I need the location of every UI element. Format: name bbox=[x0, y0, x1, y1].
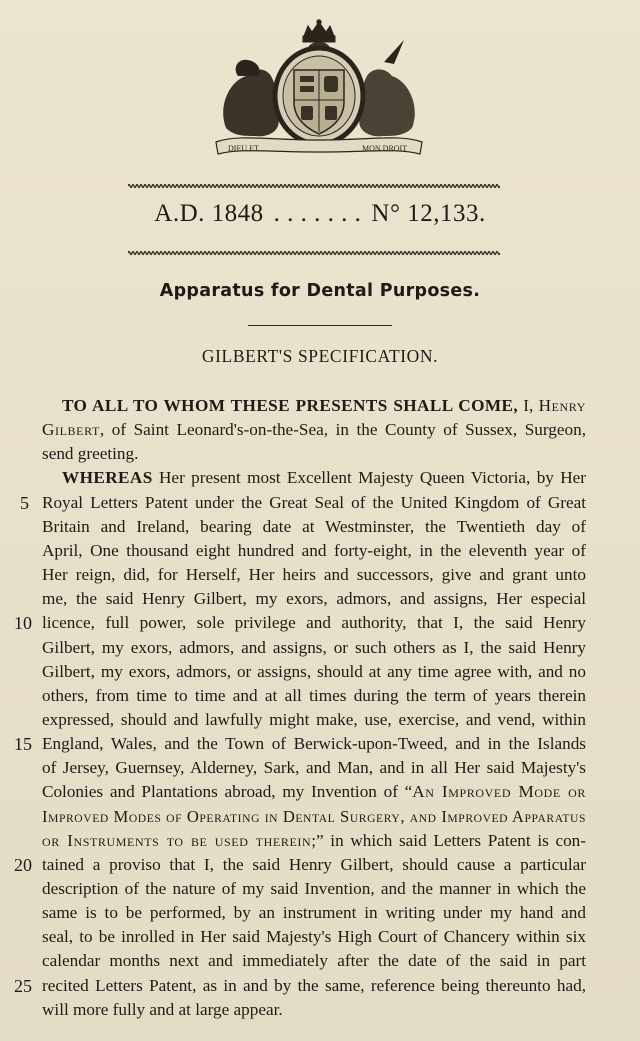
motto-left: DIEU ET bbox=[228, 144, 259, 153]
body-line bbox=[42, 952, 586, 969]
patent-year: A.D. 1848 bbox=[154, 200, 264, 227]
body-line bbox=[62, 397, 586, 414]
line-text: description of the nature of my said Invention, and the manner in which the bbox=[42, 879, 586, 898]
title-divider bbox=[248, 325, 392, 326]
line-text: , of Saint Leonard's-on-the-Sea, in the County of Sussex, Surgeon, bbox=[99, 420, 586, 440]
body-line bbox=[42, 904, 586, 921]
body-line bbox=[42, 639, 586, 656]
body-line bbox=[42, 566, 586, 583]
line-text: expressed, should and lawfully might make, use, exercise, and vend, within bbox=[42, 709, 586, 729]
line-text: England, Wales, and the Town of Berwick-upon-Tweed, and in the Islands bbox=[42, 734, 586, 754]
body-line bbox=[42, 711, 586, 728]
body-line bbox=[42, 832, 586, 849]
line-text: An Improved Mode or bbox=[412, 782, 586, 802]
bottom-wavy-rule bbox=[128, 250, 500, 256]
body-line bbox=[42, 808, 586, 825]
body-line bbox=[42, 542, 586, 559]
body-line bbox=[42, 783, 586, 800]
motto-right: MON DROIT bbox=[362, 144, 408, 153]
line-number: 5 bbox=[20, 492, 29, 513]
line-text: recited Letters Patent, as in and by the same, reference being thereunto had, bbox=[42, 975, 586, 995]
line-text: Royal Letters Patent under the Great Seal of the United Kingdom of Great bbox=[42, 492, 586, 512]
line-text: me, the said Henry Gilbert, my exors, admors, and assigns, Her especial bbox=[42, 589, 586, 609]
body-line bbox=[42, 590, 586, 607]
line-text: will more fully and at large appear. bbox=[42, 999, 283, 1019]
body-line bbox=[42, 445, 138, 462]
line-text: Britain and Ireland, bearing date at Westminster, the Twentieth day of bbox=[42, 516, 586, 536]
line-text: I, bbox=[518, 396, 539, 415]
body-line bbox=[42, 880, 586, 897]
line-text: Henry bbox=[538, 396, 586, 415]
line-text: tained a proviso that I, the said Henry Gilbert, should cause a particular bbox=[42, 854, 586, 874]
line-number: 20 bbox=[14, 854, 32, 875]
line-text: same is to be performed, by an instrument in writing under my hand and bbox=[42, 903, 586, 923]
body-line bbox=[42, 1001, 283, 1018]
line-text: Gilbert, my exors, admors, or assigns, should at any time agree with, and no bbox=[42, 661, 586, 681]
patent-header bbox=[120, 200, 520, 228]
line-text: Her present most Excellent Majesty Queen Victoria, by Her bbox=[152, 468, 586, 488]
line-text: TO ALL TO WHOM THESE PRESENTS SHALL COME, bbox=[62, 396, 519, 415]
line-text: Gilbert, my exors, admors, and assigns, or such others as I, the said Henry bbox=[42, 637, 586, 657]
line-text: or Instruments to be used therein bbox=[42, 830, 312, 850]
body-line bbox=[42, 928, 586, 945]
line-number: 10 bbox=[14, 613, 32, 634]
line-number: 15 bbox=[14, 734, 32, 755]
body-line bbox=[42, 421, 586, 438]
body-line bbox=[42, 663, 586, 680]
line-text: Gilbert bbox=[42, 420, 100, 440]
body-line bbox=[42, 614, 586, 631]
top-wavy-rule bbox=[128, 183, 500, 189]
patent-number: N° 12,133. bbox=[371, 200, 486, 227]
body-line bbox=[42, 687, 586, 704]
body-line bbox=[42, 518, 586, 535]
royal-coat-of-arms bbox=[208, 18, 430, 158]
body-line bbox=[62, 469, 586, 486]
line-text: ;” in which said Letters Patent is con- bbox=[311, 830, 586, 850]
line-text: Her reign, did, for Herself, Her heirs and successors, give and grant unto bbox=[42, 565, 586, 585]
body-line bbox=[42, 977, 586, 994]
line-text: seal, to be inrolled in Her said Majesty's High Court of Chancery within six bbox=[42, 927, 586, 947]
line-text: April, One thousand eight hundred and forty-eight, in the eleventh year of bbox=[42, 540, 586, 560]
specification-heading: GILBERT'S SPECIFICATION. bbox=[201, 346, 439, 366]
body-line bbox=[42, 735, 586, 752]
patent-title: Apparatus for Dental Purposes. bbox=[159, 281, 481, 301]
line-text: of Jersey, Guernsey, Alderney, Sark, and Man, and in all Her said Majesty's bbox=[42, 758, 586, 778]
body-line bbox=[42, 856, 586, 873]
line-text: Colonies and Plantations abroad, my Invention of “ bbox=[42, 782, 413, 802]
header-dots: . . . . . . . bbox=[273, 200, 362, 227]
body-line bbox=[42, 494, 586, 511]
line-number: 25 bbox=[14, 975, 32, 996]
line-text: others, from time to time and at all times during the term of years therein bbox=[42, 685, 586, 705]
line-text: WHEREAS bbox=[62, 468, 153, 488]
body-line bbox=[42, 759, 586, 776]
line-text: Improved Modes of Operating in Dental Surgery, and Improved Apparatus bbox=[42, 806, 586, 826]
line-text: send greeting. bbox=[42, 444, 139, 464]
line-text: calendar months next and immediately after the date of the said in part bbox=[42, 951, 586, 971]
line-text: licence, full power, sole privilege and authority, that I, the said Henry bbox=[42, 613, 586, 633]
